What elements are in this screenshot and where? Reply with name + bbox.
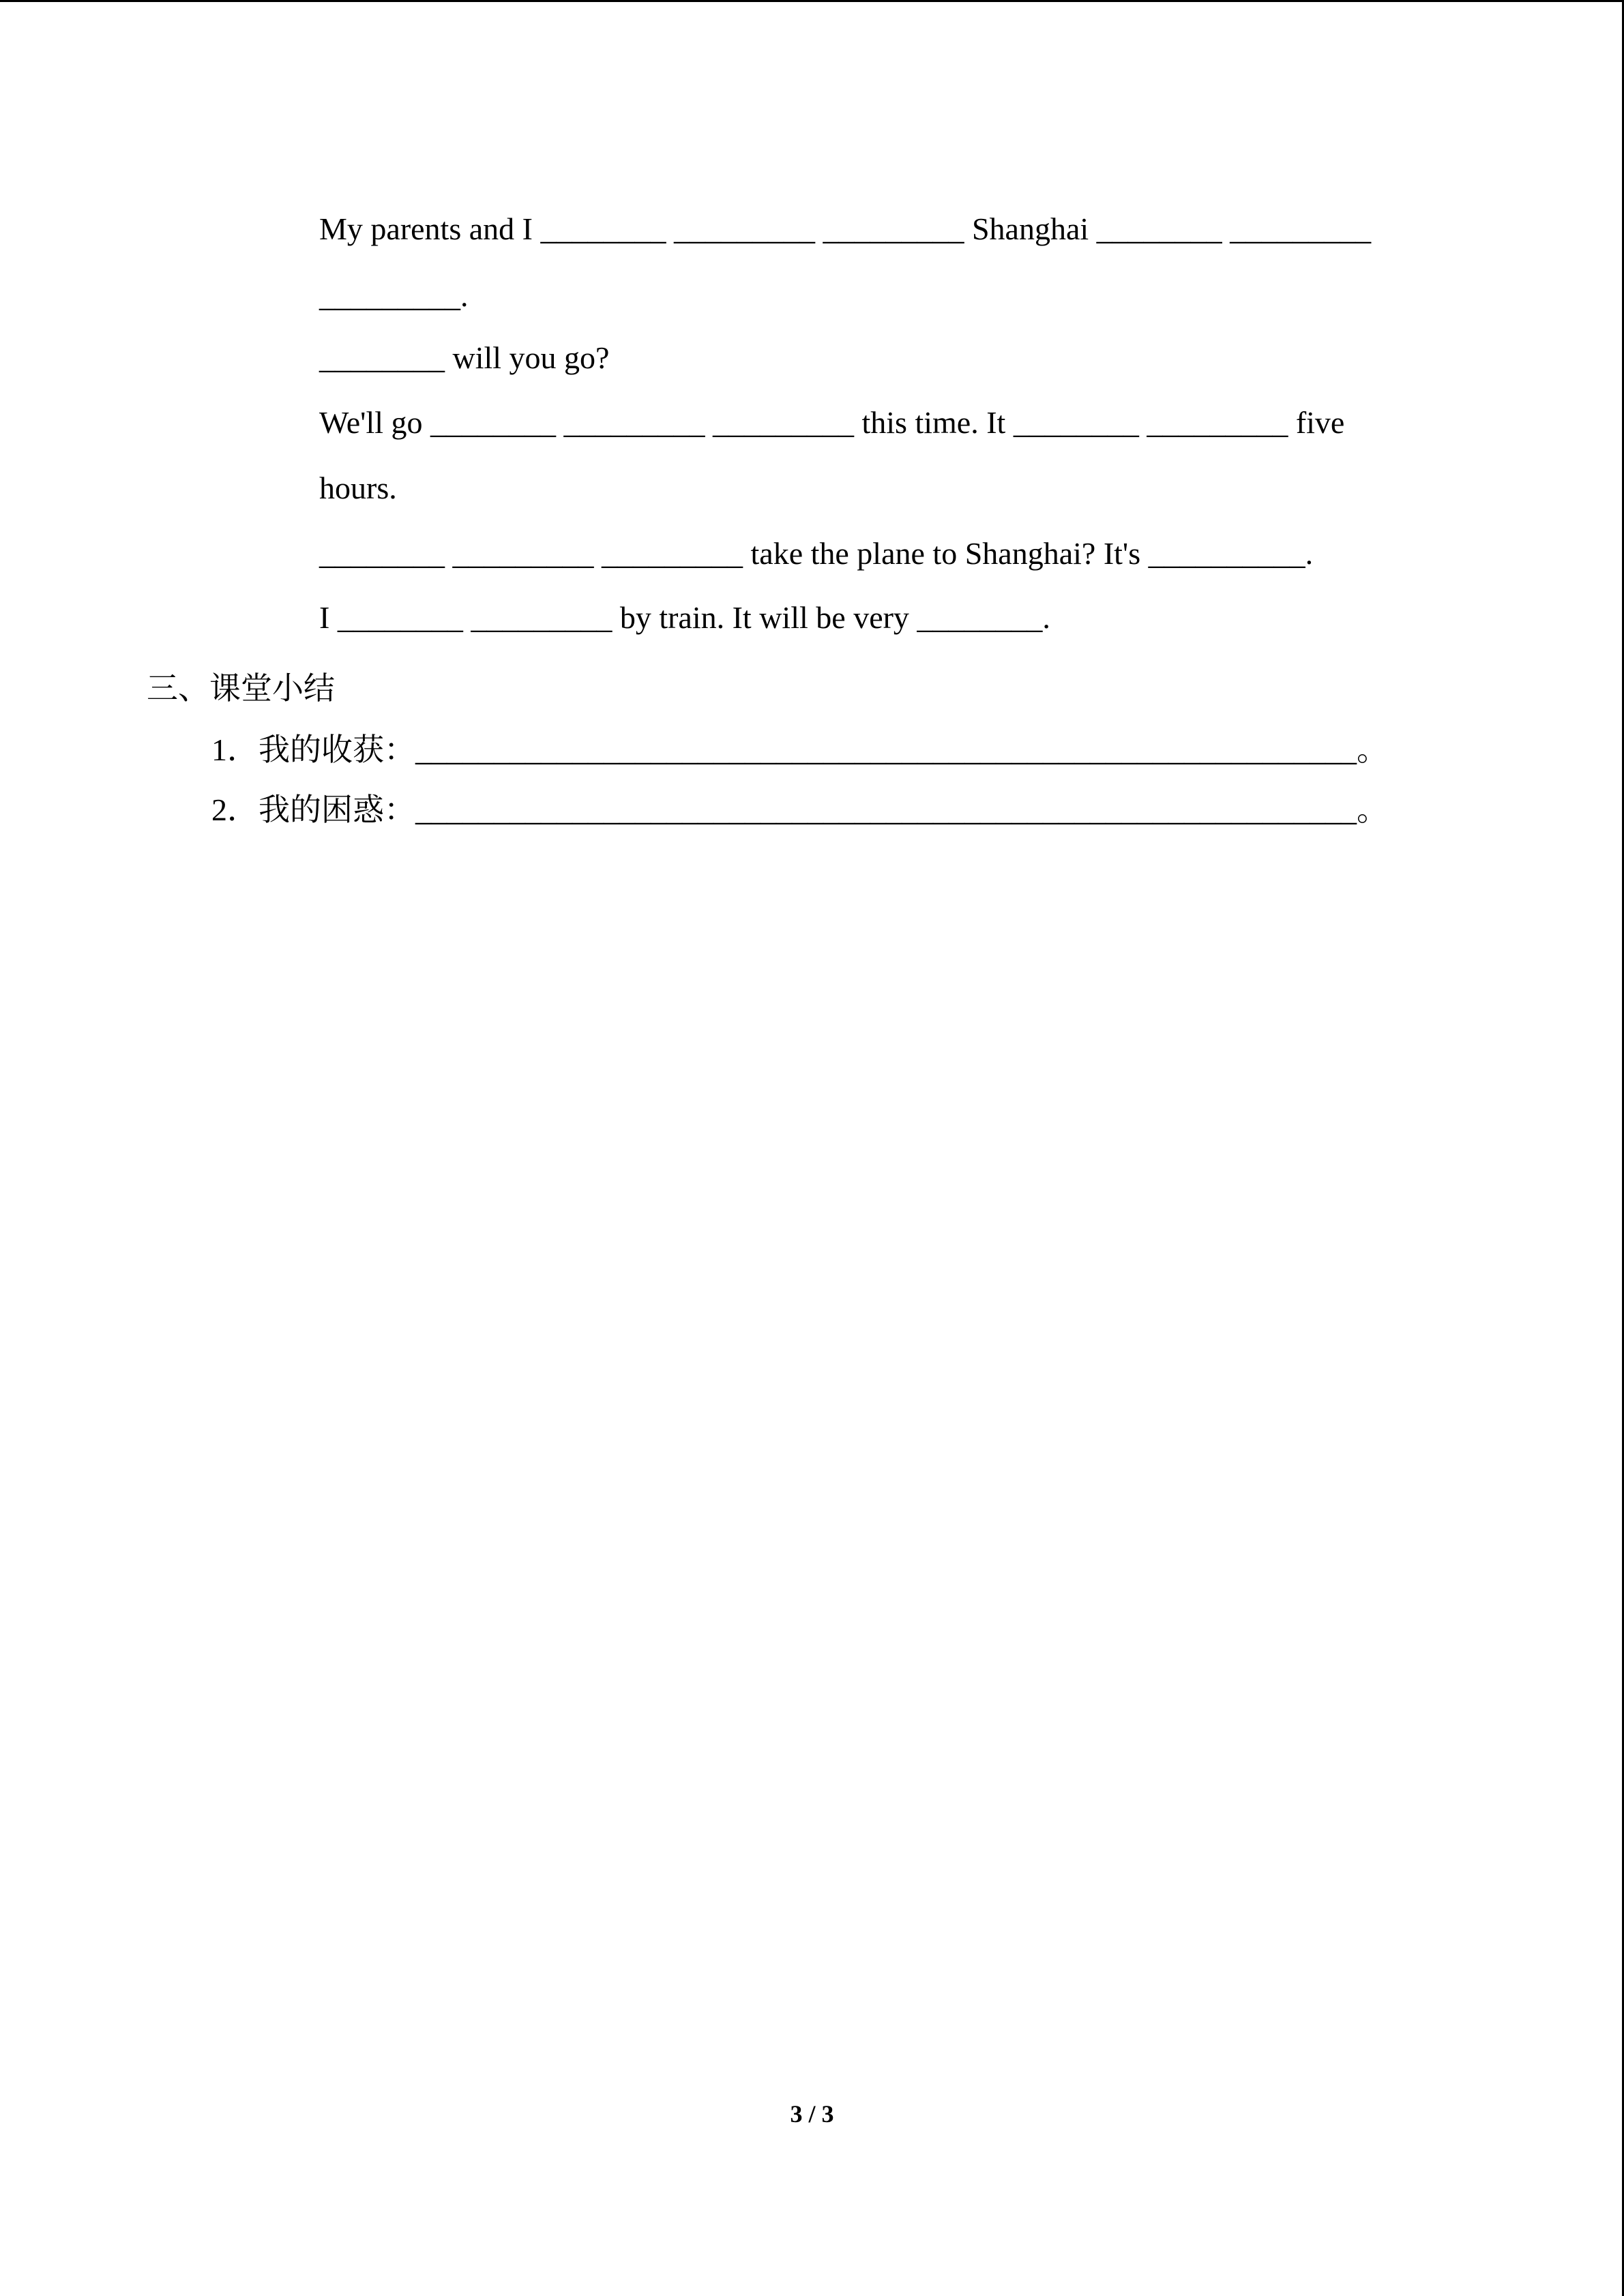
section-heading: 三、课堂小结 xyxy=(147,671,335,706)
exercise-line: ________ will you go? xyxy=(319,340,610,375)
exercise-line: ________ _________ _________ take the plane to Shanghai? It's __________. xyxy=(319,536,1314,571)
exercise-line: My parents and I ________ _________ _________ Shanghai ________ _________ xyxy=(319,211,1372,246)
summary-item-gains: 1．我的收获：____________________________________________________________。 xyxy=(211,732,1388,767)
exercise-line: _________. xyxy=(319,278,469,313)
exercise-line: We'll go ________ _________ _________ this time. It ________ _________ five xyxy=(319,405,1345,440)
exercise-line: hours. xyxy=(319,471,397,505)
exercise-line: I ________ _________ by train. It will be very ________. xyxy=(319,600,1050,635)
page-number: 3 / 3 xyxy=(790,2100,834,2128)
summary-item-confusions: 2．我的困惑：____________________________________________________________。 xyxy=(211,792,1388,827)
